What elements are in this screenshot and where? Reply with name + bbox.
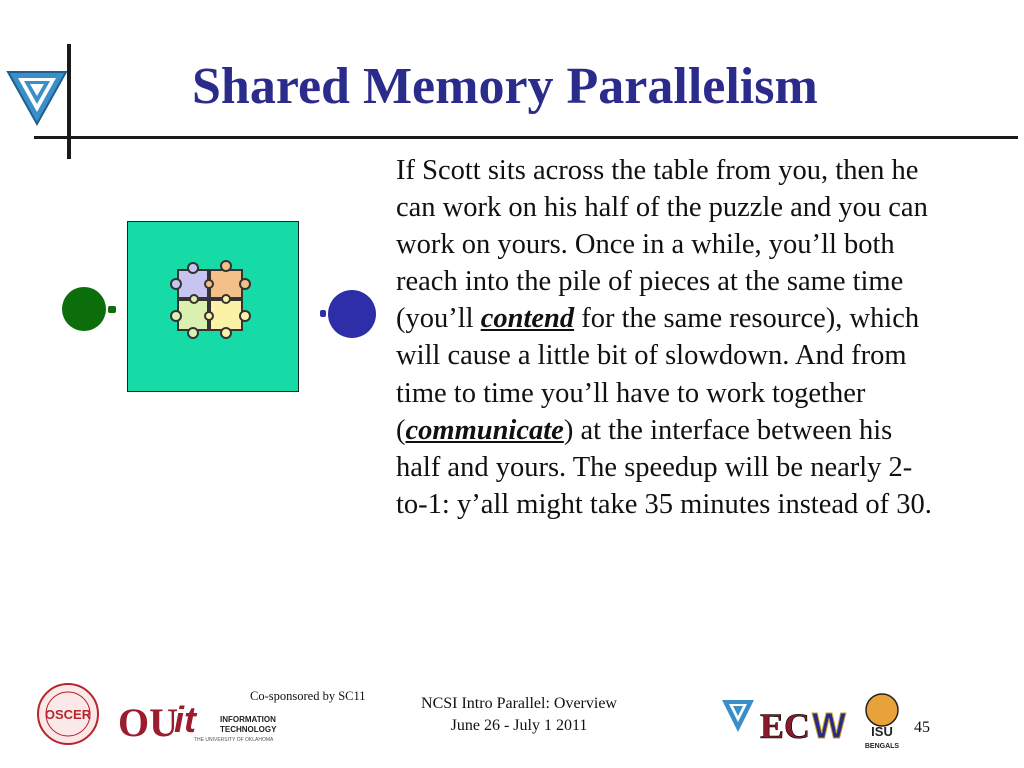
body-text-part-1: If Scott sits across the table from you, then he can work on his half of the puzzle and you can work on yours. Once in a while, you’ll both reach into the pile of pieces at the same time (you’ll [396,155,928,335]
footer-center-text [394,693,644,737]
body-text-part-3: ) at the interface between his half and yours. The speedup will be nearly 2-to-1: y’all might take 35 minutes instead of 30. [396,414,932,520]
cosponsor-text: Co-sponsored by SC11 [250,689,366,703]
bengals-logo-text: BENGALS [864,743,900,750]
isu-bengals-logo-icon [865,694,900,750]
sponsor-logos-right [720,688,910,752]
w-logo-icon [812,705,846,746]
header-vertical-rule [67,44,71,159]
slide-title: Shared Memory Parallelism [192,58,818,115]
body-text-part-2: for the same resource), which will cause a little bit of slowdown. And from time to time you’ll have to work together ( [396,303,920,446]
information-technology-logo-icon [174,699,277,743]
ec-logo-icon [760,706,810,746]
isu-logo-text: ISU [871,724,893,739]
slide-body-text [396,152,936,523]
it-logo-line-3: THE UNIVERSITY OF OKLAHOMA [194,737,274,743]
footer-date: June 26 - July 1 2011 [450,717,588,734]
triangle-logo-icon [6,66,68,128]
footer-course-title: NCSI Intro Parallel: Overview [421,695,617,712]
ec-logo-text: EC [760,706,811,746]
puzzle-pieces-icon [168,256,256,342]
person-left-icon [58,286,122,332]
it-logo-line-1: INFORMATION [220,715,276,724]
header-horizontal-rule [34,136,1018,139]
it-logo-line-2: TECHNOLOGY [220,725,277,734]
oscer-logo-text: OSCER [44,707,92,722]
it-logo-text: it [174,699,196,740]
ou-logo-icon [118,700,178,745]
oscer-logo-icon [38,684,98,744]
page-number: 45 [914,719,930,736]
emphasis-communicate: communicate [405,414,564,446]
ou-logo-text: OU [118,700,178,745]
emphasis-contend: contend [480,303,575,335]
triangle-small-logo-icon [722,700,754,732]
w-logo-text: W [812,705,846,746]
person-right-icon [316,288,378,340]
